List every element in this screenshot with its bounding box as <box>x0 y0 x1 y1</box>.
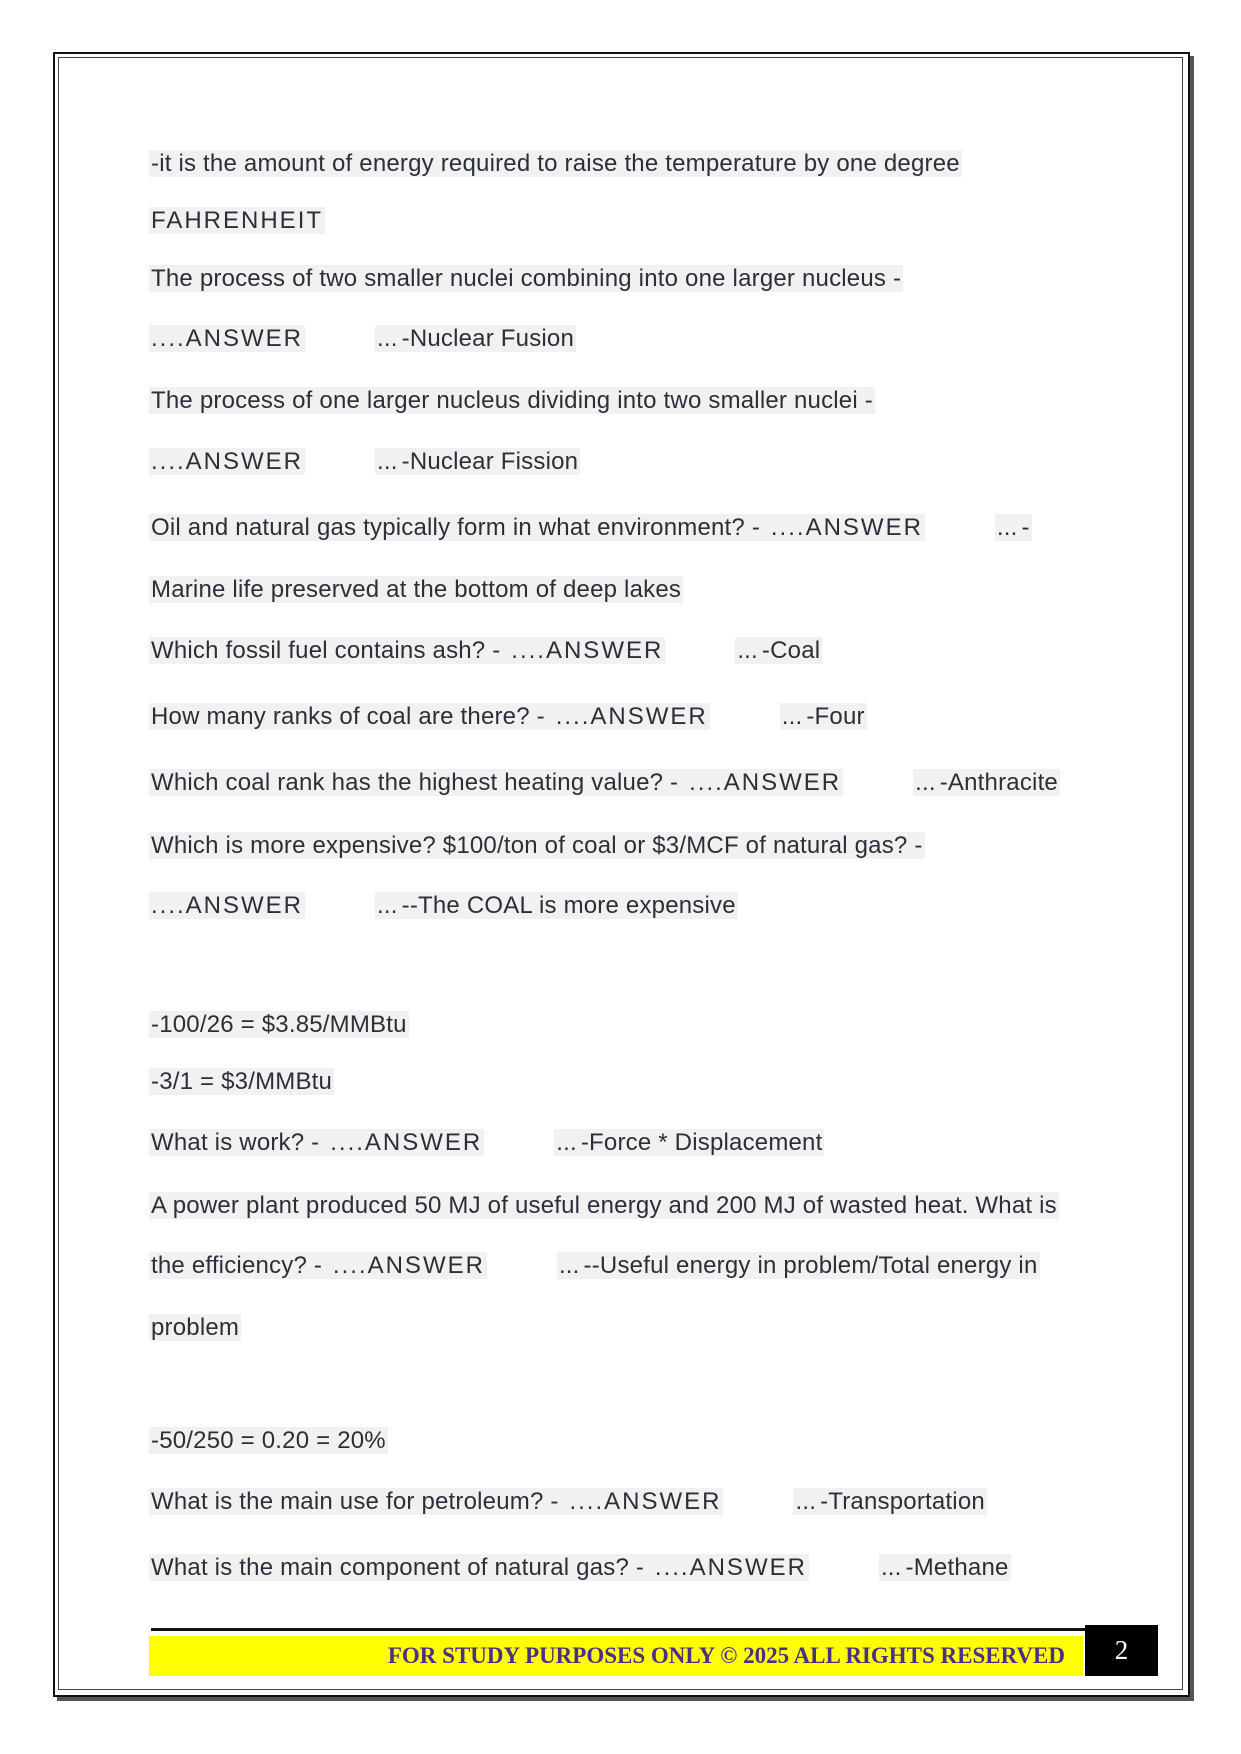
answer-continuation: problem <box>151 1314 240 1341</box>
answer-marker: ....ANSWER <box>511 637 664 664</box>
answer-text: -Transportation <box>820 1488 985 1515</box>
qa-line <box>149 1249 1040 1283</box>
answer-text: -Coal <box>761 637 821 664</box>
question-text: What is work? - <box>151 1129 327 1156</box>
qa-line <box>149 511 1032 545</box>
answer-suffix: ... <box>556 1129 577 1156</box>
answer-suffix: ... <box>377 325 398 352</box>
text-line <box>149 204 325 238</box>
question-text: A power plant produced 50 MJ of useful energy and 200 MJ of wasted heat. What is <box>151 1192 1057 1219</box>
footer-banner <box>149 1636 1083 1676</box>
footer-divider <box>151 1628 1086 1631</box>
text-segment: FAHRENHEIT <box>151 207 324 234</box>
answer-line <box>149 445 580 479</box>
answer-suffix: ... <box>795 1488 817 1515</box>
qa-line <box>149 634 822 668</box>
answer-marker: ....ANSWER <box>770 514 923 541</box>
text-line <box>149 1189 1059 1223</box>
text-line <box>149 1008 409 1042</box>
answer-text: -Nuclear Fission <box>401 448 579 475</box>
text-line <box>149 573 683 607</box>
answer-text: -Anthracite <box>939 769 1058 796</box>
answer-suffix: ... <box>880 1554 902 1581</box>
question-text: What is the main use for petroleum? - <box>151 1488 566 1515</box>
qa-line <box>149 1126 824 1160</box>
text-line <box>149 147 962 181</box>
question-text: Which fossil fuel contains ash? - <box>151 637 508 664</box>
question-text: Oil and natural gas typically form in what environment? - <box>151 514 767 541</box>
qa-line <box>149 1551 1011 1585</box>
question-text: the efficiency? - <box>151 1252 329 1279</box>
answer-line <box>149 889 738 923</box>
calculation-text: -50/250 = 0.20 = 20% <box>151 1427 386 1454</box>
answer-suffix: ... <box>558 1252 580 1279</box>
answer-text: - <box>1021 514 1030 541</box>
text-segment: -it is the amount of energy required to raise the temperature by one degree <box>151 150 960 177</box>
footer-copyright: FOR STUDY PURPOSES ONLY © 2025 ALL RIGHTS RESERVED <box>387 1643 1065 1668</box>
answer-text: -Nuclear Fusion <box>401 325 575 352</box>
answer-line <box>149 322 576 356</box>
answer-text: -Methane <box>905 1554 1009 1581</box>
answer-marker: ....ANSWER <box>151 892 304 919</box>
qa-line <box>149 700 867 734</box>
text-line <box>149 1065 334 1099</box>
answer-marker: ....ANSWER <box>151 448 304 475</box>
text-line <box>149 384 875 418</box>
answer-marker: ....ANSWER <box>689 769 842 796</box>
text-line <box>149 1311 241 1345</box>
calculation-text: -100/26 = $3.85/MMBtu <box>151 1011 407 1038</box>
answer-marker: ....ANSWER <box>555 703 708 730</box>
question-text: Which is more expensive? $100/ton of coal or $3/MCF of natural gas? - <box>151 832 923 859</box>
answer-suffix: ... <box>915 769 936 796</box>
answer-text: -Force * Displacement <box>580 1129 823 1156</box>
qa-line <box>149 766 1060 800</box>
answer-suffix: ... <box>377 892 398 919</box>
answer-suffix: ... <box>781 703 803 730</box>
answer-marker: ....ANSWER <box>330 1129 483 1156</box>
answer-text: --The COAL is more expensive <box>401 892 736 919</box>
answer-marker: ....ANSWER <box>332 1252 485 1279</box>
calculation-text: -3/1 = $3/MMBtu <box>151 1068 333 1095</box>
page-number: 2 <box>1085 1625 1158 1676</box>
question-text: What is the main component of natural gas? - <box>151 1554 651 1581</box>
text-line <box>149 262 903 296</box>
answer-continuation: Marine life preserved at the bottom of deep lakes <box>151 576 682 603</box>
answer-text: -Four <box>806 703 865 730</box>
answer-marker: ....ANSWER <box>654 1554 807 1581</box>
question-text: The process of one larger nucleus dividing into two smaller nuclei - <box>151 387 873 414</box>
question-text: Which coal rank has the highest heating value? - <box>151 769 686 796</box>
qa-line <box>149 1485 987 1519</box>
question-text: How many ranks of coal are there? - <box>151 703 552 730</box>
question-text: The process of two smaller nuclei combining into one larger nucleus - <box>151 265 902 292</box>
text-line <box>149 1424 388 1458</box>
answer-text: --Useful energy in problem/Total energy in <box>583 1252 1038 1279</box>
answer-marker: ....ANSWER <box>151 325 304 352</box>
text-line <box>149 829 925 863</box>
answer-marker: ....ANSWER <box>569 1488 722 1515</box>
answer-suffix: ... <box>377 448 398 475</box>
answer-suffix: ... <box>737 637 758 664</box>
answer-suffix: ... <box>996 514 1018 541</box>
